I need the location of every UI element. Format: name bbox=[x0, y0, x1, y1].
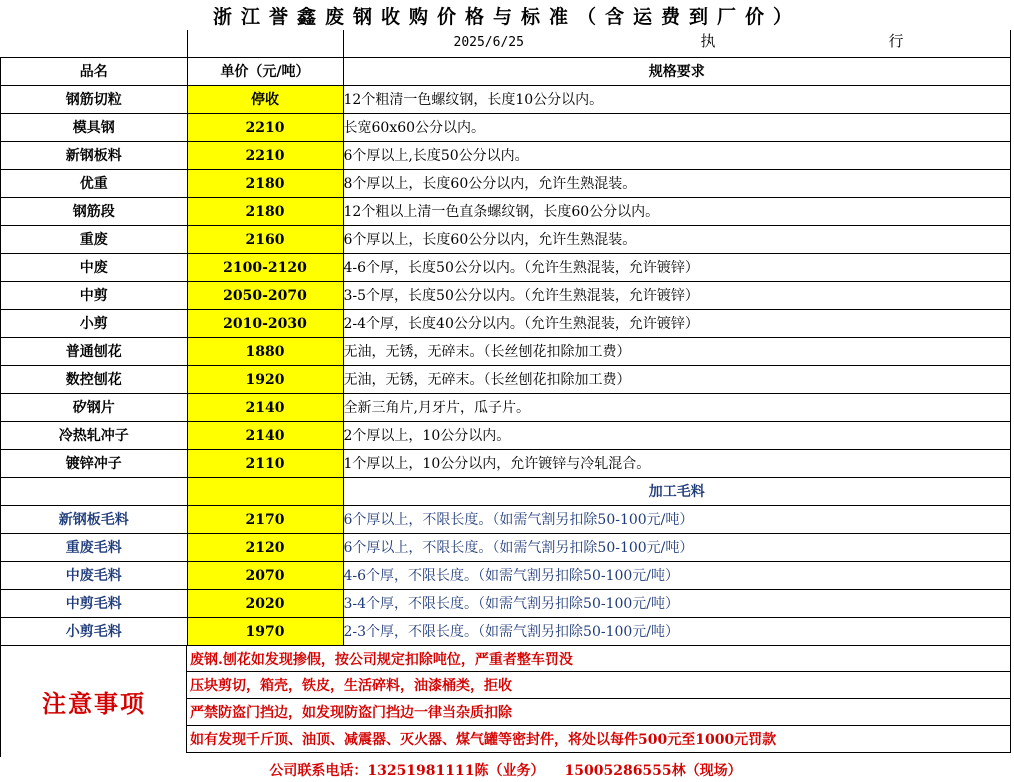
table-row bbox=[1, 198, 1011, 226]
item-spec: 12个粗清一色螺纹钢，长度10公分以内。 bbox=[343, 86, 1011, 114]
header-price: 单价（元/吨） bbox=[187, 58, 343, 86]
item-spec: 2-4个厚，长度40公分以内。（允许生熟混装，允许镀锌） bbox=[343, 310, 1011, 338]
table-row bbox=[1, 338, 1011, 366]
date-cell bbox=[343, 30, 1011, 58]
date-row-blank-name bbox=[1, 30, 188, 58]
item-price: 2010-2030 bbox=[187, 310, 343, 338]
processing-blank-price bbox=[187, 478, 343, 506]
table-row bbox=[1, 114, 1011, 142]
item-price: 2210 bbox=[187, 142, 343, 170]
item-price: 停收 bbox=[187, 86, 343, 114]
item-name: 钢筋段 bbox=[1, 198, 188, 226]
processing-item-spec: 4-6个厚，不限长度。（如需气割另扣除50-100元/吨） bbox=[343, 562, 1011, 590]
item-spec: 12个粗以上清一色直条螺纹钢，长度60公分以内。 bbox=[343, 198, 1011, 226]
item-name: 中剪 bbox=[1, 282, 188, 310]
note-line-1: 废钢.刨花如发现掺假，按公司规定扣除吨位，严重者整车罚没 bbox=[186, 645, 1011, 672]
processing-item-spec: 6个厚以上，不限长度。（如需气割另扣除50-100元/吨） bbox=[343, 534, 1011, 562]
item-spec: 无油，无锈，无碎末。（长丝刨花扣除加工费） bbox=[343, 338, 1011, 366]
item-name: 重废 bbox=[1, 226, 188, 254]
item-name: 普通刨花 bbox=[1, 338, 188, 366]
table-row bbox=[1, 170, 1011, 198]
processing-item-price: 1970 bbox=[187, 618, 343, 646]
item-name: 数控刨花 bbox=[1, 366, 188, 394]
item-name: 新钢板料 bbox=[1, 142, 188, 170]
item-price: 2140 bbox=[187, 394, 343, 422]
item-price: 2110 bbox=[187, 450, 343, 478]
processing-item-price: 2020 bbox=[187, 590, 343, 618]
item-price: 1880 bbox=[187, 338, 343, 366]
note-line-4: 如有发现千斤顶、油顶、减震器、灭火器、煤气罐等密封件，将处以每件500元至1000元罚款 bbox=[186, 726, 1011, 753]
item-price: 2100-2120 bbox=[187, 254, 343, 282]
item-spec: 4-6个厚，长度50公分以内。（允许生熟混装，允许镀锌） bbox=[343, 254, 1011, 282]
notes-lines bbox=[186, 645, 1011, 753]
header-name: 品名 bbox=[1, 58, 188, 86]
item-name: 优重 bbox=[1, 170, 188, 198]
item-name: 中废 bbox=[1, 254, 188, 282]
item-name: 矽钢片 bbox=[1, 394, 188, 422]
table-row bbox=[1, 86, 1011, 114]
table-row bbox=[1, 422, 1011, 450]
item-price: 2210 bbox=[187, 114, 343, 142]
item-spec: 8个厚以上，长度60公分以内，允许生熟混装。 bbox=[343, 170, 1011, 198]
processing-item-price: 2170 bbox=[187, 506, 343, 534]
processing-header: 加工毛料 bbox=[343, 478, 1011, 506]
contact-secondary: 15005286555林（现场） bbox=[564, 762, 742, 779]
processing-item-spec: 2-3个厚，不限长度。（如需气割另扣除50-100元/吨） bbox=[343, 618, 1011, 646]
page-title: 浙江誉鑫废钢收购价格与标准（含运费到厂价） bbox=[212, 5, 801, 28]
table-row bbox=[1, 142, 1011, 170]
item-price: 2180 bbox=[187, 198, 343, 226]
exec-char-1: 执 bbox=[700, 32, 716, 50]
item-spec: 无油，无锈，无碎末。（长丝刨花扣除加工费） bbox=[343, 366, 1011, 394]
processing-item-name: 小剪毛料 bbox=[1, 618, 188, 646]
processing-item-name: 中废毛料 bbox=[1, 562, 188, 590]
notes-section bbox=[0, 645, 1011, 782]
processing-item-spec: 6个厚以上，不限长度。（如需气割另扣除50-100元/吨） bbox=[343, 506, 1011, 534]
exec-char-2: 行 bbox=[888, 32, 904, 50]
note-line-2: 压块剪切，箱壳，铁皮，生活碎料，油漆桶类，拒收 bbox=[186, 672, 1011, 699]
processing-header-row bbox=[1, 478, 1011, 506]
processing-item-price: 2120 bbox=[187, 534, 343, 562]
item-spec: 3-5个厚，长度50公分以内。（允许生熟混装，允许镀锌） bbox=[343, 282, 1011, 310]
processing-blank-name bbox=[1, 478, 188, 506]
processing-item-price: 2070 bbox=[187, 562, 343, 590]
item-price: 2050-2070 bbox=[187, 282, 343, 310]
date-row-blank-price bbox=[187, 30, 343, 58]
table-row bbox=[1, 534, 1011, 562]
item-spec: 1个厚以上，10公分以内，允许镀锌与冷轧混合。 bbox=[343, 450, 1011, 478]
item-price: 2180 bbox=[187, 170, 343, 198]
table-row bbox=[1, 618, 1011, 646]
effective-date: 2025/6/25 bbox=[453, 35, 524, 50]
title-row bbox=[0, 0, 1014, 30]
header-spec: 规格要求 bbox=[343, 58, 1011, 86]
item-spec: 6个厚以上，长度60公分以内，允许生熟混装。 bbox=[343, 226, 1011, 254]
table-row bbox=[1, 590, 1011, 618]
item-spec: 长宽60x60公分以内。 bbox=[343, 114, 1011, 142]
item-name: 钢筋切粒 bbox=[1, 86, 188, 114]
processing-item-name: 重废毛料 bbox=[1, 534, 188, 562]
item-spec: 2个厚以上，10公分以内。 bbox=[343, 422, 1011, 450]
table-row bbox=[1, 450, 1011, 478]
item-name: 镀锌冲子 bbox=[1, 450, 188, 478]
item-spec: 6个厚以上,长度50公分以内。 bbox=[343, 142, 1011, 170]
processing-item-name: 中剪毛料 bbox=[1, 590, 188, 618]
table-row bbox=[1, 562, 1011, 590]
table-row bbox=[1, 366, 1011, 394]
table-row bbox=[1, 506, 1011, 534]
notes-label: 注意事项 bbox=[0, 645, 187, 757]
item-name: 冷热轧冲子 bbox=[1, 422, 188, 450]
header-row bbox=[1, 58, 1011, 86]
date-row bbox=[1, 30, 1011, 58]
processing-item-name: 新钢板毛料 bbox=[1, 506, 188, 534]
item-name: 模具钢 bbox=[1, 114, 188, 142]
note-line-3: 严禁防盗门挡边，如发现防盗门挡边一律当杂质扣除 bbox=[186, 699, 1011, 726]
price-table bbox=[0, 30, 1011, 646]
table-row bbox=[1, 254, 1011, 282]
contact-primary: 公司联系电话：13251981111陈（业务） bbox=[269, 762, 545, 779]
item-price: 2140 bbox=[187, 422, 343, 450]
item-name: 小剪 bbox=[1, 310, 188, 338]
processing-item-spec: 3-4个厚，不限长度。（如需气割另扣除50-100元/吨） bbox=[343, 590, 1011, 618]
table-row bbox=[1, 226, 1011, 254]
item-spec: 全新三角片,月牙片，瓜子片。 bbox=[343, 394, 1011, 422]
table-row bbox=[1, 282, 1011, 310]
item-price: 1920 bbox=[187, 366, 343, 394]
table-row bbox=[1, 394, 1011, 422]
contact-line bbox=[0, 757, 1011, 782]
table-row bbox=[1, 310, 1011, 338]
item-price: 2160 bbox=[187, 226, 343, 254]
